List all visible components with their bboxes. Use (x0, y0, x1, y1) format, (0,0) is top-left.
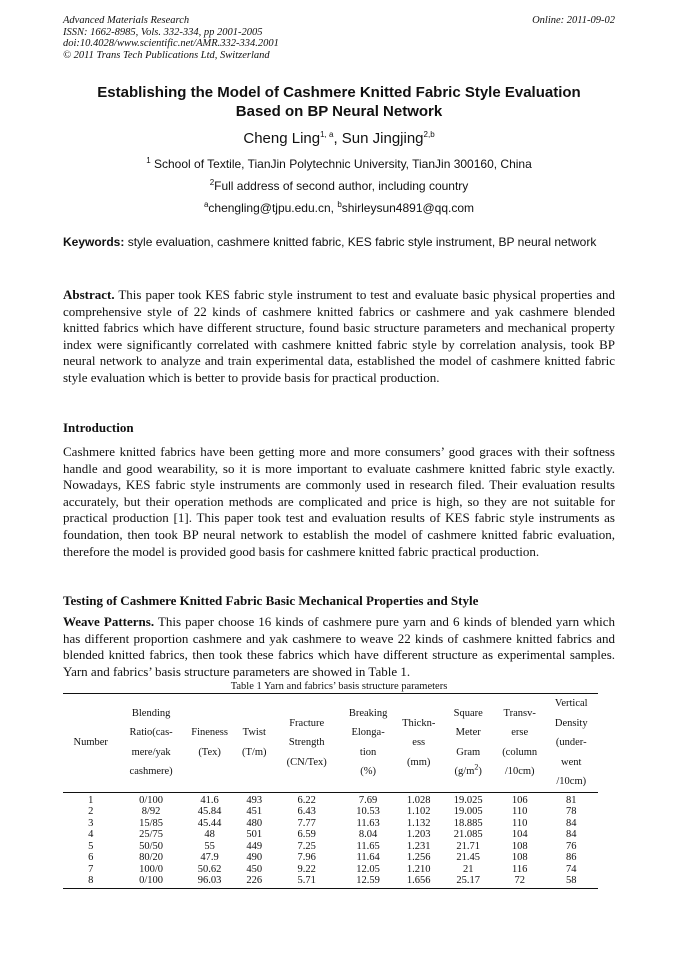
table-row (63, 841, 598, 853)
table-cell: 1.102 (406, 806, 431, 817)
table-cell: 48 (204, 829, 215, 840)
table-cell: 21.085 (453, 829, 483, 840)
table-cell: 50/50 (139, 840, 164, 852)
email-line (63, 201, 615, 215)
header-transverse-line: Transv- (503, 707, 536, 719)
table-cell: 1.028 (406, 794, 431, 806)
author-1-superscript: 1, a (320, 130, 334, 139)
table-cell: 9.22 (297, 863, 316, 875)
table-cell: 1.203 (406, 829, 431, 840)
table-cell: 449 (246, 840, 263, 852)
table-cell: 6.22 (297, 794, 316, 806)
header-breaking-line: Elonga- (351, 727, 385, 739)
table-cell: 86 (566, 852, 577, 863)
table-cell: 5.71 (297, 875, 316, 886)
doi-line: doi:10.4028/www.scientific.net/AMR.332-334.2001 (63, 38, 279, 49)
table-cell: 100/0 (139, 863, 164, 875)
affiliation-1-superscript: 1 (146, 156, 151, 165)
table-cell: 1.256 (406, 852, 431, 863)
table-cell: 25.17 (456, 875, 481, 886)
abstract (63, 287, 615, 387)
table-row (63, 792, 598, 806)
table-row (63, 864, 598, 876)
header-transverse-line: erse (511, 727, 529, 739)
table-cell: 74 (566, 863, 577, 875)
table-cell: 18.885 (453, 817, 483, 829)
header-breaking-line: Breaking (348, 707, 388, 719)
table-row (63, 852, 598, 864)
header-square-line: Gram (456, 746, 481, 758)
journal-header (63, 15, 615, 61)
table-cell: 50.62 (197, 863, 222, 875)
keywords-text: style evaluation, cashmere knitted fabric, KES fabric style instrument, BP neural network (124, 235, 597, 249)
author-2-superscript: 2,b (423, 130, 435, 139)
table-cell: 1.231 (406, 840, 431, 852)
table-cell: 19.005 (453, 806, 483, 817)
table-row (63, 806, 598, 818)
introduction-heading: Introduction (63, 420, 134, 435)
header-thickness-line: Thickn- (402, 717, 436, 729)
affiliation-2-text: Full address of second author, including country (214, 179, 469, 193)
header-breaking (340, 694, 396, 793)
header-number (63, 694, 118, 793)
table-cell: 78 (566, 806, 577, 817)
weave-patterns-paragraph (63, 614, 615, 680)
header-fracture-line: Fracture (289, 717, 325, 729)
keywords-label: Keywords: (63, 235, 125, 249)
table-cell: 84 (566, 817, 577, 829)
header-vertical-line: (under- (555, 737, 587, 748)
table-cell: 80/20 (139, 852, 164, 863)
table-cell: 226 (246, 875, 263, 886)
table-cell: 0/100 (139, 794, 164, 806)
table-cell: 8/92 (141, 806, 161, 817)
affiliation-1 (63, 157, 615, 171)
weave-patterns-text: This paper choose 16 kinds of cashmere pure yarn and 6 kinds of blended yarn which has different proportion cashmere and yak cashmere to weave 22 kinds of cashmere knitted fabrics and blended knitted fabrics, then took these fabrics which have different structure as experimental samples. Yarn and fabrics’ basis structure parameters are showed in Table 1. (63, 614, 615, 679)
header-square-unit (444, 762, 493, 782)
table-cell: 501 (246, 829, 263, 840)
abstract-text: This paper took KES fabric style instrument to test and evaluate basic physical properties and comprehensive style of 22 kinds of cashmere knitted fabrics or cashmere and yak cashmere blended knitted fabrics which have different structure, found basic structure parameters and mechanical property index were significantly correlated with cashmere knitted fabric style by correlation analysis, took BP neural network to analyze and train experimental data, established the model of cashmere knitted fabric style evaluation which is better to provide basis for practical production. (63, 287, 615, 385)
copyright-line: © 2011 Trans Tech Publications Ltd, Switzerland (63, 49, 270, 61)
table-cell: 108 (511, 852, 528, 863)
table-row (63, 829, 598, 841)
table-cell: 96.03 (197, 875, 222, 886)
table-cell: 6 (88, 852, 94, 863)
header-blending-line: Blending (131, 707, 171, 719)
header-twist (235, 694, 273, 793)
table-cell: 7 (88, 863, 94, 875)
table-cell: 0/100 (139, 875, 164, 886)
header-vertical-line: went (561, 756, 582, 768)
table-row (63, 818, 598, 830)
table-cell: 6.59 (297, 829, 316, 840)
table-cell: 11.64 (356, 852, 380, 863)
table-row (63, 875, 598, 888)
table-cell: 5 (88, 840, 94, 852)
header-transverse-line: (column (502, 746, 538, 758)
header-blending-line: mere/yak (131, 746, 171, 758)
header-square-line: Square (453, 707, 483, 719)
header-vertical-line: Density (554, 717, 588, 729)
header-vertical (545, 694, 599, 793)
table-cell: 11.63 (356, 817, 380, 829)
email-b: shirleysun4891@qq.com (341, 201, 475, 215)
table-cell: 55 (204, 840, 215, 852)
table-cell: 21.45 (456, 852, 481, 863)
online-date: Online: 2011-09-02 (532, 15, 615, 26)
table-cell: 1.210 (406, 863, 431, 875)
structure-parameters-table (63, 693, 598, 889)
affiliation-1-text: School of Textile, TianJin Polytechnic University, TianJin 300160, China (150, 157, 532, 171)
header-fracture (273, 694, 340, 793)
header-fineness-line: Fineness (191, 727, 228, 739)
table-cell: 7.69 (358, 794, 378, 806)
affiliation-2-superscript: 2 (209, 178, 215, 187)
table-cell: 450 (246, 863, 263, 875)
email-b-superscript: b (337, 200, 342, 209)
table-cell: 21 (462, 863, 474, 875)
table-header-row (63, 694, 598, 793)
table-cell: 81 (566, 794, 577, 806)
header-fineness-line: (Tex) (198, 746, 221, 758)
table-cell: 15/85 (139, 817, 164, 829)
table-cell: 104 (511, 829, 528, 840)
header-fracture-line: Strength (288, 737, 325, 748)
table-cell: 10.53 (356, 806, 380, 817)
table-cell: 3 (88, 817, 94, 829)
table-cell: 8 (88, 875, 94, 886)
table-cell: 76 (566, 840, 577, 852)
table-cell: 110 (512, 817, 528, 829)
table-cell: 45.84 (197, 806, 222, 817)
header-thickness-line: ess (412, 737, 426, 748)
header-square-unit-post: ) (478, 766, 482, 778)
introduction-text: Cashmere knitted fabrics have been getting more and more consumers’ good graces with their softness handle and good wearability, so it is more important to evaluate cashmere knitted fabric style exactly. Nowadays, KES fabric style instruments are commonly used in research filed. Their evaluation results accurately, but their operation methods are complicated and price is high, so they are not suitable for practical production [1]. This paper took test and evaluation results of KES fabric style instruments as foundation, then took BP neural network to establish the model of cashmere knitted fabric evaluation, therefore the model is provided good basis for cashmere knitted fabric practical production. (63, 444, 615, 559)
table-cell: 116 (512, 863, 528, 875)
table-cell: 45.44 (197, 817, 222, 829)
journal-name: Advanced Materials Research (63, 15, 190, 26)
table-cell: 47.9 (200, 852, 219, 863)
table-cell: 12.05 (356, 863, 380, 875)
header-twist-line: (T/m) (242, 746, 267, 758)
table-cell: 1.132 (406, 817, 431, 829)
author-2: Sun Jingjing (341, 130, 424, 147)
table-cell: 493 (246, 794, 263, 806)
header-square-unit-pre: (g/m (454, 766, 475, 778)
affiliation-2 (63, 179, 615, 193)
header-breaking-line: (%) (360, 766, 376, 778)
table-cell: 110 (512, 806, 528, 817)
header-blending-line: cashmere) (129, 766, 173, 778)
header-blending-line: Ratio(cas- (129, 727, 173, 739)
weave-patterns-label: Weave Patterns. (63, 614, 155, 629)
table-cell: 25/75 (139, 829, 164, 840)
author-list (63, 130, 615, 147)
header-transverse-line: /10cm) (504, 766, 535, 778)
table-cell: 72 (514, 875, 525, 886)
author-1: Cheng Ling (243, 130, 321, 147)
table-cell: 6.43 (297, 806, 316, 817)
table-cell: 12.59 (356, 875, 380, 886)
table-cell: 451 (246, 806, 263, 817)
title-line-1: Establishing the Model of Cashmere Knitted Fabric Style Evaluation (97, 84, 581, 101)
table-cell: 1.656 (406, 875, 431, 886)
header-vertical-line: /10cm) (556, 776, 587, 787)
table-cell: 108 (511, 840, 528, 852)
email-a: chengling@tjpu.edu.cn, (208, 201, 338, 215)
issn-line: ISSN: 1662-8985, Vols. 332-334, pp 2001-2005 (63, 26, 263, 38)
table-cell: 7.96 (297, 852, 316, 863)
table-cell: 2 (88, 806, 94, 817)
table-cell: 8.04 (358, 829, 378, 840)
header-square-unit-sup: 2 (474, 762, 479, 772)
table-cell: 7.25 (297, 840, 316, 852)
table-caption: Table 1 Yarn and fabrics’ basis structure parameters (230, 681, 448, 692)
header-fineness (184, 694, 236, 793)
table-cell: 4 (88, 829, 94, 840)
abstract-label: Abstract. (63, 287, 115, 302)
table-cell: 84 (566, 829, 577, 840)
table-cell: 7.77 (297, 817, 316, 829)
header-square-meter-gram (442, 694, 495, 793)
header-transverse (495, 694, 545, 793)
header-thickness-line: (mm) (407, 756, 431, 768)
header-number-text: Number (73, 737, 108, 748)
author-separator: , (333, 130, 342, 147)
table-cell: 11.65 (356, 840, 380, 852)
email-a-superscript: a (203, 200, 209, 209)
header-breaking-line: tion (359, 746, 377, 758)
table-cell: 480 (246, 817, 263, 829)
keywords (63, 235, 615, 250)
paper-title (63, 83, 615, 121)
header-square-line: Meter (455, 727, 481, 739)
table-cell: 106 (511, 794, 528, 806)
header-fracture-line: (CN/Tex) (286, 756, 327, 768)
table-cell: 19.025 (453, 794, 483, 806)
testing-heading: Testing of Cashmere Knitted Fabric Basic Mechanical Properties and Style (63, 593, 479, 608)
table-cell: 41.6 (200, 794, 219, 806)
table-cell: 58 (566, 875, 577, 886)
header-vertical-line: Vertical (554, 698, 588, 709)
table-cell: 490 (246, 852, 263, 863)
header-thickness (396, 694, 442, 793)
table-cell: 1 (88, 794, 94, 806)
table-cell: 21.71 (456, 840, 481, 852)
header-twist-line: Twist (242, 727, 266, 739)
header-blending (118, 694, 183, 793)
title-line-2: Based on BP Neural Network (235, 103, 443, 120)
